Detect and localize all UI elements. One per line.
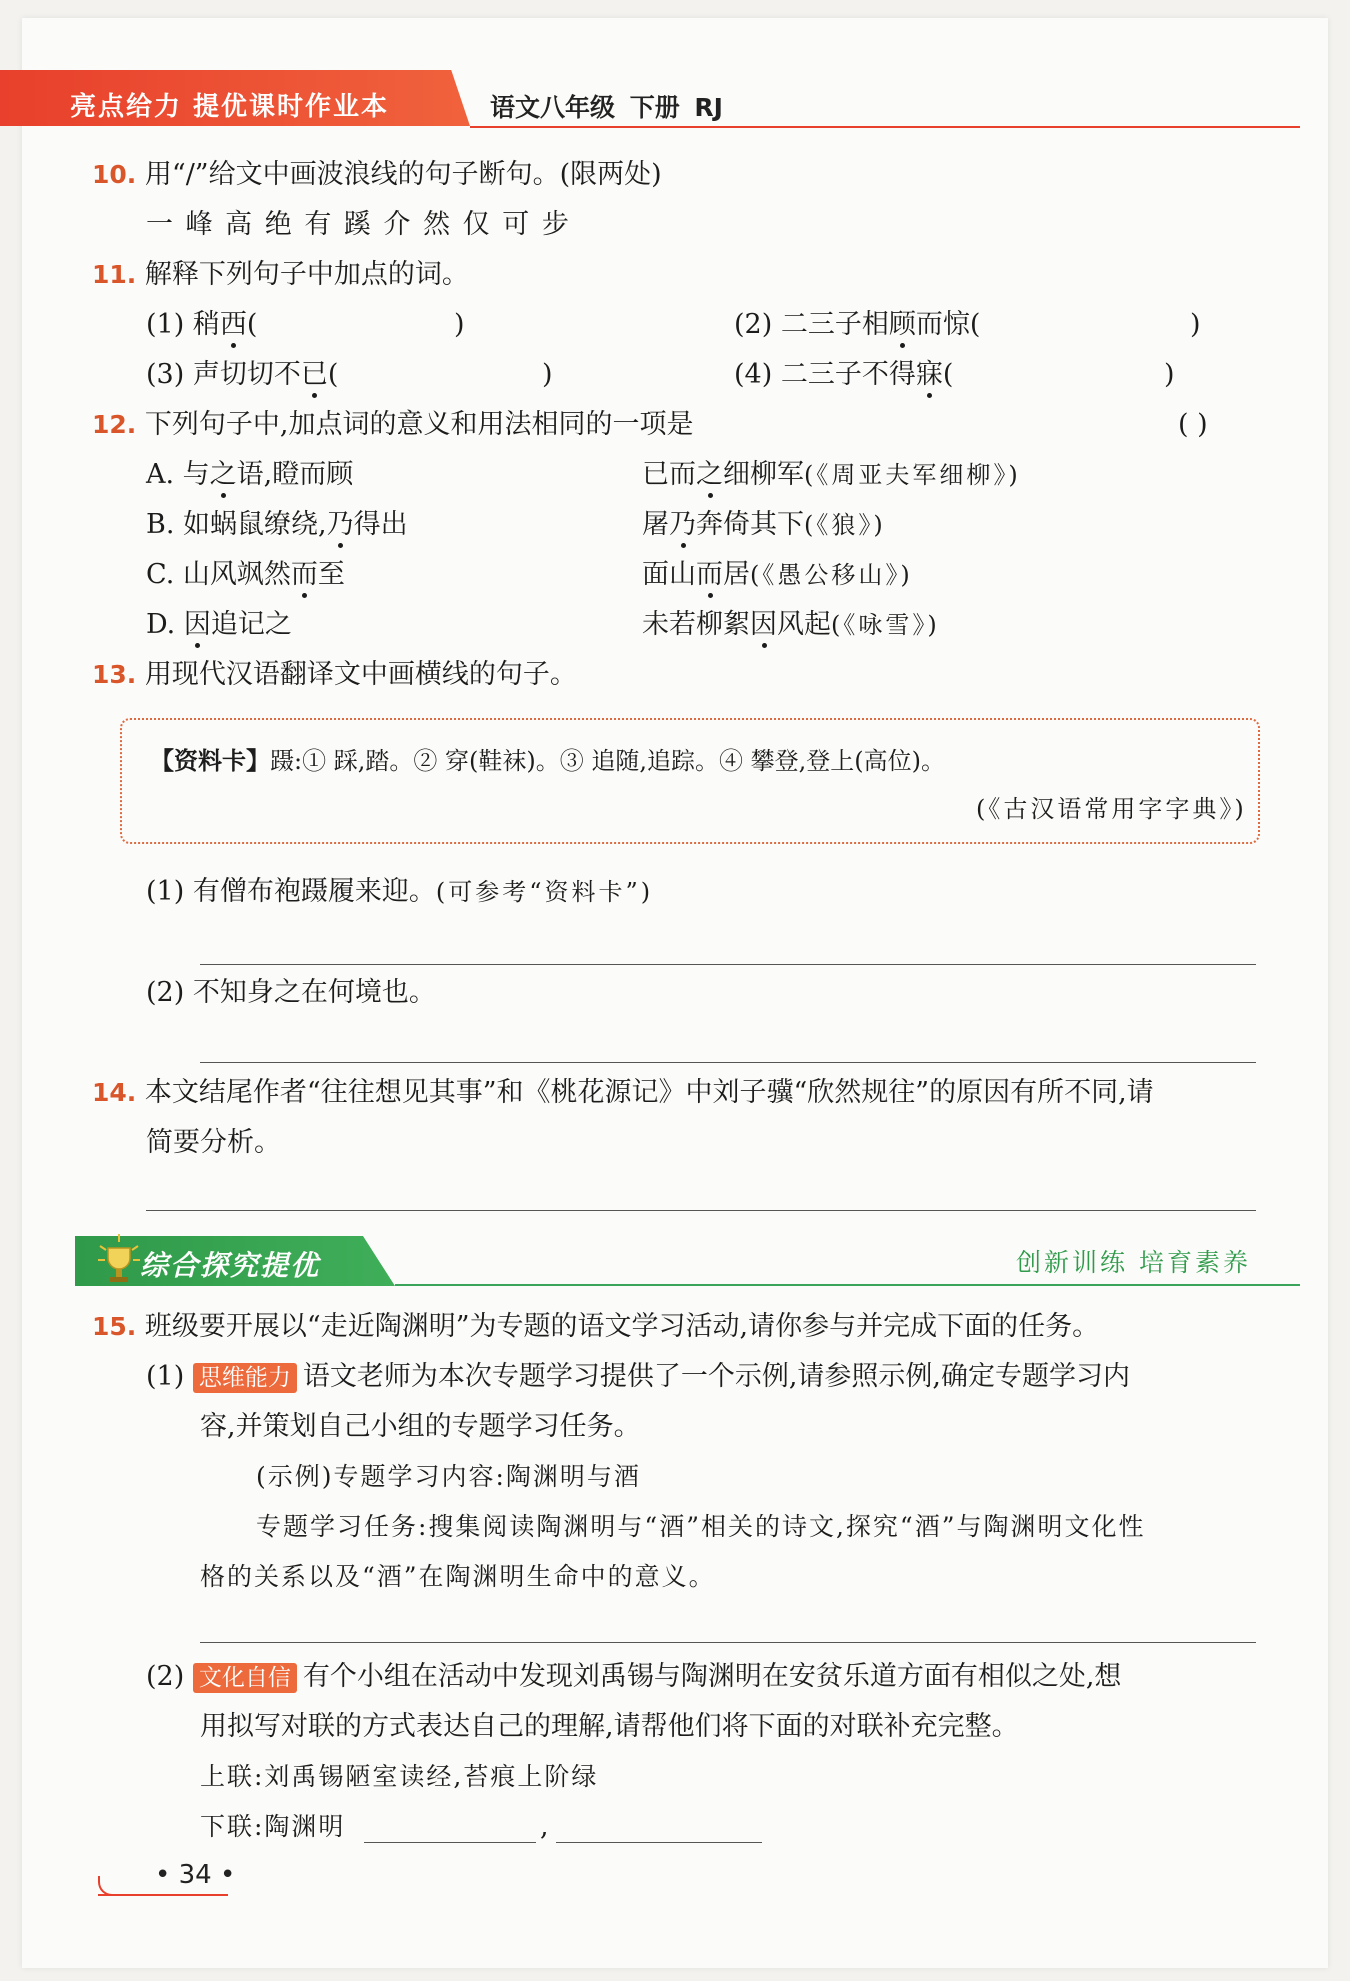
dotted-word: 寐 (915, 359, 943, 390)
question-stem: 下列句子中,加点词的意义和用法相同的一项是 (144, 409, 694, 440)
q11-item-1-close: ) (454, 309, 465, 340)
header-rule (470, 126, 1300, 128)
option-c-right: 面山而居(《愚公移山》) (642, 559, 913, 590)
dotted-word: 之 (209, 459, 237, 490)
dotted-word: 乃 (326, 509, 354, 540)
couplet-comma: , (540, 1811, 549, 1842)
dotted-word: 因 (750, 609, 777, 640)
answer-line[interactable] (556, 1842, 762, 1843)
option-a-right: 已而之细柳军(《周亚夫军细柳》) (642, 459, 1021, 490)
skill-tag: 思维能力 (193, 1363, 297, 1393)
dotted-word: 西 (219, 309, 247, 340)
question-number: 10. (92, 160, 137, 189)
q11-item-1: (1) 稍西( (146, 309, 258, 340)
question-number: 15. (92, 1312, 137, 1341)
reference-card (120, 718, 1260, 844)
answer-line[interactable] (200, 1642, 1256, 1643)
option-b-left: B. 如蜗鼠缭绕,乃得出 (146, 509, 408, 540)
q13-sub-1: (1) 有僧布袍蹑履来迎。(可参考“资料卡”) (146, 876, 654, 907)
q11-item-4-close: ) (1164, 359, 1175, 390)
dotted-word: 之 (696, 459, 723, 490)
question-11 (92, 258, 469, 292)
question-number: 14. (92, 1078, 137, 1107)
q15-part-1-line-2: 容,并策划自己小组的专题学习任务。 (200, 1411, 641, 1442)
option-a-left: A. 与之语,瞪而顾 (146, 459, 354, 490)
answer-line[interactable] (364, 1842, 536, 1843)
question-13 (92, 658, 577, 692)
couplet-lower: 下联:陶渊明 (200, 1812, 346, 1841)
answer-blank[interactable]: ( ) (1178, 409, 1208, 440)
q11-item-3-close: ) (542, 359, 553, 390)
question-number: 11. (92, 260, 137, 289)
question-15 (92, 1310, 1099, 1344)
dotted-word: 乃 (669, 509, 696, 540)
question-number: 13. (92, 660, 137, 689)
series-title: 亮点给力 提优课时作业本 (70, 92, 390, 122)
dotted-word: 而 (290, 559, 318, 590)
answer-line[interactable] (200, 1062, 1256, 1063)
section-rule (395, 1284, 1300, 1286)
q11-item-2: (2) 二三子相顾而惊( (734, 309, 981, 340)
q15-part-2-line-2: 用拟写对联的方式表达自己的理解,请帮他们将下面的对联补充完整。 (200, 1711, 1019, 1742)
page-number: • 34 • (155, 1860, 236, 1890)
option-c-left: C. 山风飒然而至 (146, 559, 345, 590)
q15-part-1: (1) 思维能力 语文老师为本次专题学习提供了一个示例,请参照示例,确定专题学习内 (146, 1361, 1131, 1392)
question-stem: 用现代汉语翻译文中画横线的句子。 (144, 659, 577, 690)
q10-sentence: 一 峰 高 绝 有 蹊 介 然 仅 可 步 (146, 209, 571, 240)
q15-part-2: (2) 文化自信 有个小组在活动中发现刘禹锡与陶渊明在安贫乐道方面有相似之处,想 (146, 1661, 1122, 1692)
question-10 (92, 158, 662, 192)
couplet-upper: 上联:刘禹锡陋室读经,苔痕上阶绿 (200, 1762, 599, 1791)
card-label: 【资料卡】 (150, 747, 270, 775)
section-subtitle: 创新训练 培育素养 (1016, 1248, 1251, 1277)
option-d-right: 未若柳絮因风起(《咏雪》) (642, 609, 940, 640)
card-source: (《古汉语常用字字典》) (976, 795, 1247, 823)
question-12 (92, 408, 693, 442)
q11-item-4: (4) 二三子不得寐( (734, 359, 954, 390)
section-title: 综合探究提优 (140, 1249, 321, 1282)
question-stem-line-2: 简要分析。 (146, 1127, 281, 1158)
book-info: 语文八年级 下册 RJ (490, 93, 723, 122)
answer-line[interactable] (200, 964, 1256, 965)
trophy-icon (96, 1232, 142, 1288)
dotted-word: 已 (300, 359, 328, 390)
example-line-1: (示例)专题学习内容:陶渊明与酒 (256, 1462, 641, 1491)
example-line-2: 专题学习任务:搜集阅读陶渊明与“酒”相关的诗文,探究“酒”与陶渊明文化性 (256, 1512, 1146, 1541)
question-stem: 班级要开展以“走近陶渊明”为专题的语文学习活动,请你参与并完成下面的任务。 (144, 1311, 1100, 1342)
dotted-word: 而 (696, 559, 723, 590)
q11-item-3: (3) 声切切不已( (146, 359, 339, 390)
card-content (150, 746, 945, 776)
page-number-ornament (98, 1876, 130, 1896)
dotted-word: 顾 (888, 309, 916, 340)
page-number-rule (98, 1894, 228, 1896)
question-stem: 用“/”给文中画波浪线的句子断句。(限两处) (144, 159, 662, 190)
skill-tag: 文化自信 (193, 1663, 297, 1693)
answer-line[interactable] (146, 1210, 1256, 1211)
dotted-word: 因 (183, 609, 211, 640)
q13-sub-2: (2) 不知身之在何境也。 (146, 977, 436, 1008)
question-14 (92, 1076, 1154, 1110)
example-line-3: 格的关系以及“酒”在陶渊明生命中的意义。 (200, 1562, 716, 1591)
card-text: 蹑:① 踩,踏。② 穿(鞋袜)。③ 追随,追踪。④ 攀登,登上(高位)。 (270, 747, 945, 775)
question-number: 12. (92, 410, 137, 439)
option-d-left: D. 因追记之 (146, 609, 292, 640)
q11-item-2-close: ) (1190, 309, 1201, 340)
option-b-right: 屠乃奔倚其下(《狼》) (642, 509, 886, 540)
question-stem-line-1: 本文结尾作者“往往想见其事”和《桃花源记》中刘子骥“欣然规往”的原因有所不同,请 (144, 1077, 1154, 1108)
question-stem: 解释下列句子中加点的词。 (144, 259, 469, 290)
